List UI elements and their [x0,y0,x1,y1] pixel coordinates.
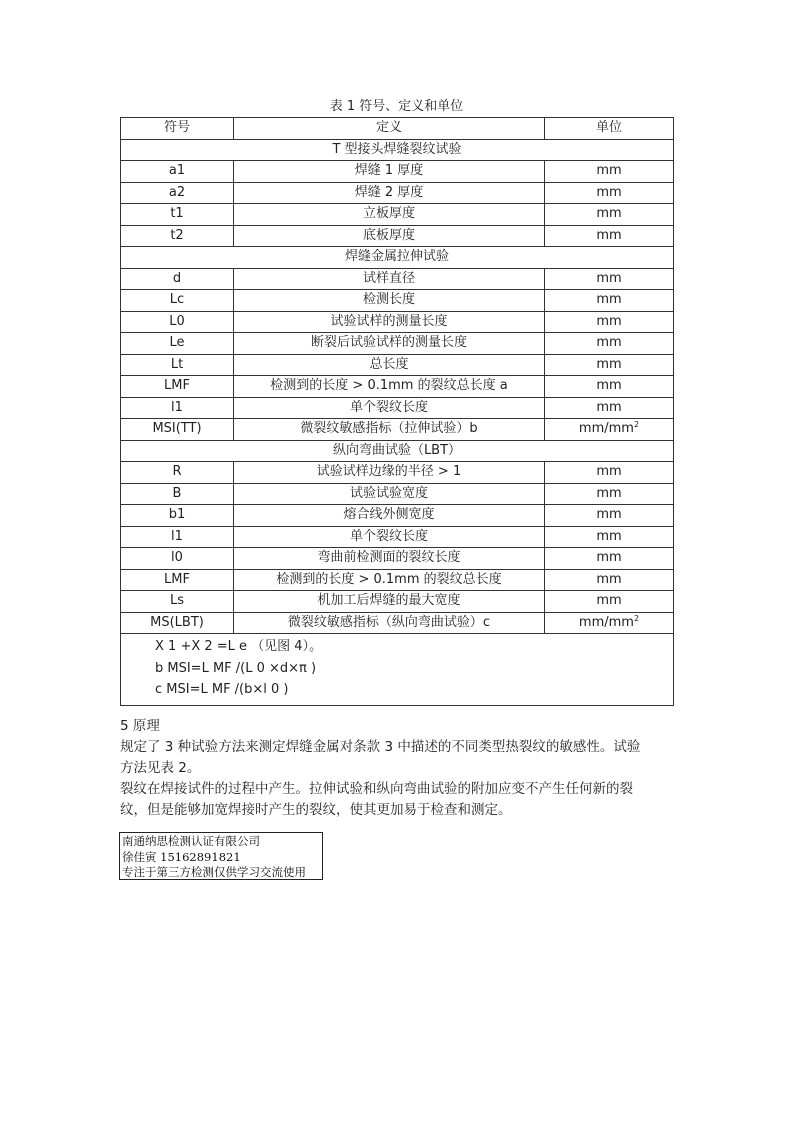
cell-symbol: B [121,483,234,505]
table-row [121,462,674,484]
notes-row [121,634,674,706]
table-row [121,483,674,505]
cell-symbol: t1 [121,204,234,226]
cell-definition: 熔合线外侧宽度 [234,505,545,527]
cell-symbol: b1 [121,505,234,527]
symbols-table [120,117,674,706]
cell-symbol: l0 [121,548,234,570]
stamp-note: 专注于第三方检测仅供学习交流使用 [122,865,306,879]
cell-symbol: t2 [121,225,234,247]
cell-unit [545,204,674,226]
cell-unit [545,569,674,591]
table-row [121,548,674,570]
table-row [121,204,674,226]
cell-symbol: Lt [121,354,234,376]
cell-unit [545,612,674,634]
cell-symbol: MSI(TT) [121,419,234,441]
table-row [121,182,674,204]
cell-definition: 焊缝 2 厚度 [234,182,545,204]
unit-text: mm [596,593,622,609]
cell-symbol: L0 [121,311,234,333]
cell-unit [545,333,674,355]
cell-unit [545,311,674,333]
unit-superscript: 2 [633,613,640,623]
cell-unit [545,483,674,505]
cell-unit [545,161,674,183]
stamp-contact: 徐佳寅 15162891821 [122,849,241,864]
cell-unit [545,591,674,613]
table-notes [121,634,674,706]
unit-text: mm [596,292,622,308]
cell-definition: 弯曲前检测面的裂纹长度 [234,548,545,570]
table-row [121,526,674,548]
cell-definition: 试验试验宽度 [234,483,545,505]
header-definition: 定义 [234,118,545,140]
cell-definition: 检测长度 [234,290,545,312]
section-title: T 型接头焊缝裂纹试验 [121,139,674,161]
cell-unit [545,268,674,290]
unit-text: mm [596,528,622,544]
cell-symbol: Lc [121,290,234,312]
table-row [121,311,674,333]
section-5-paragraph-1-line-1: 规定了 3 种试验方法来测定焊缝金属对条款 3 中描述的不同类型热裂纹的敏感性。试验 [120,739,641,755]
cell-definition: 微裂纹敏感指标（拉伸试验）b [234,419,545,441]
table-row [121,225,674,247]
table-row [121,161,674,183]
table-row [121,397,674,419]
cell-definition: 微裂纹敏感指标（纵向弯曲试验）c [234,612,545,634]
cell-symbol: l1 [121,526,234,548]
cell-definition: 试验试样边缘的半径 > 1 [234,462,545,484]
cell-unit [545,526,674,548]
header-symbol: 符号 [121,118,234,140]
cell-definition: 底板厚度 [234,225,545,247]
table-row [121,376,674,398]
cell-unit [545,505,674,527]
cell-unit [545,290,674,312]
table-row [121,333,674,355]
unit-text: mm [596,485,622,501]
section-5-heading: 5 原理 [120,718,160,734]
unit-text: mm [596,378,622,394]
unit-text: mm [596,399,622,415]
cell-definition: 试验试样的测量长度 [234,311,545,333]
table-row [121,419,674,441]
cell-symbol: l1 [121,397,234,419]
cell-definition: 单个裂纹长度 [234,526,545,548]
cell-symbol: a1 [121,161,234,183]
unit-text: mm/mm [578,421,634,437]
cell-definition: 单个裂纹长度 [234,397,545,419]
cell-unit [545,419,674,441]
cell-unit [545,462,674,484]
cell-symbol: MS(LBT) [121,612,234,634]
table-row [121,268,674,290]
unit-text: mm [596,335,622,351]
section-row [121,440,674,462]
section-5-paragraph-1-line-2: 方法见表 2。 [120,760,201,776]
unit-text: mm [596,550,622,566]
cell-unit [545,376,674,398]
unit-text: mm [596,227,622,243]
unit-superscript: 2 [633,420,640,430]
cell-symbol: R [121,462,234,484]
section-row [121,139,674,161]
cell-definition: 立板厚度 [234,204,545,226]
unit-text: mm [596,571,622,587]
section-title: 纵向弯曲试验（LBT） [121,440,674,462]
cell-unit [545,225,674,247]
table-row [121,290,674,312]
section-5-paragraph-2-line-2: 纹，但是能够加宽焊接时产生的裂纹，使其更加易于检查和测定。 [120,802,512,818]
table-caption: 表 1 符号、定义和单位 [329,99,464,114]
table-header-row [121,118,674,140]
cell-unit [545,182,674,204]
cell-unit [545,354,674,376]
cell-symbol: LMF [121,376,234,398]
cell-unit [545,548,674,570]
table-row [121,591,674,613]
cell-definition: 焊缝 1 厚度 [234,161,545,183]
cell-definition: 试样直径 [234,268,545,290]
unit-text: mm [596,507,622,523]
section-5-paragraph-2-line-1: 裂纹在焊接试件的过程中产生。拉伸试验和纵向弯曲试验的附加应变不产生任何新的裂 [120,781,633,797]
unit-text: mm [596,206,622,222]
cell-definition: 检测到的长度 > 0.1mm 的裂纹总长度 a [234,376,545,398]
cell-symbol: LMF [121,569,234,591]
stamp-company-name: 南通纳思检测认证有限公司 [122,834,260,848]
cell-definition: 总长度 [234,354,545,376]
cell-symbol: Le [121,333,234,355]
header-unit: 单位 [545,118,674,140]
cell-symbol: Ls [121,591,234,613]
symbols-table-body [121,118,674,706]
unit-text: mm [596,356,622,372]
table-row [121,505,674,527]
section-title: 焊缝金属拉伸试验 [121,247,674,269]
table-row [121,612,674,634]
table-note: b MSI=L MF /(L 0 ×d×π ) [155,660,317,676]
cell-unit [545,397,674,419]
table-row [121,354,674,376]
unit-text: mm [596,163,622,179]
unit-text: mm [596,464,622,480]
section-row [121,247,674,269]
unit-text: mm [596,313,622,329]
cell-symbol: a2 [121,182,234,204]
company-stamp [119,832,323,880]
unit-text: mm/mm [578,614,634,630]
unit-text: mm [596,270,622,286]
table-note: X 1 +X 2 =L e （见图 4）。 [155,639,323,654]
cell-definition: 机加工后焊缝的最大宽度 [234,591,545,613]
cell-symbol: d [121,268,234,290]
table-note: c MSI=L MF /(b×l 0 ) [155,682,289,697]
cell-definition: 检测到的长度 > 0.1mm 的裂纹总长度 [234,569,545,591]
table-row [121,569,674,591]
unit-text: mm [596,184,622,200]
cell-definition: 断裂后试验试样的测量长度 [234,333,545,355]
